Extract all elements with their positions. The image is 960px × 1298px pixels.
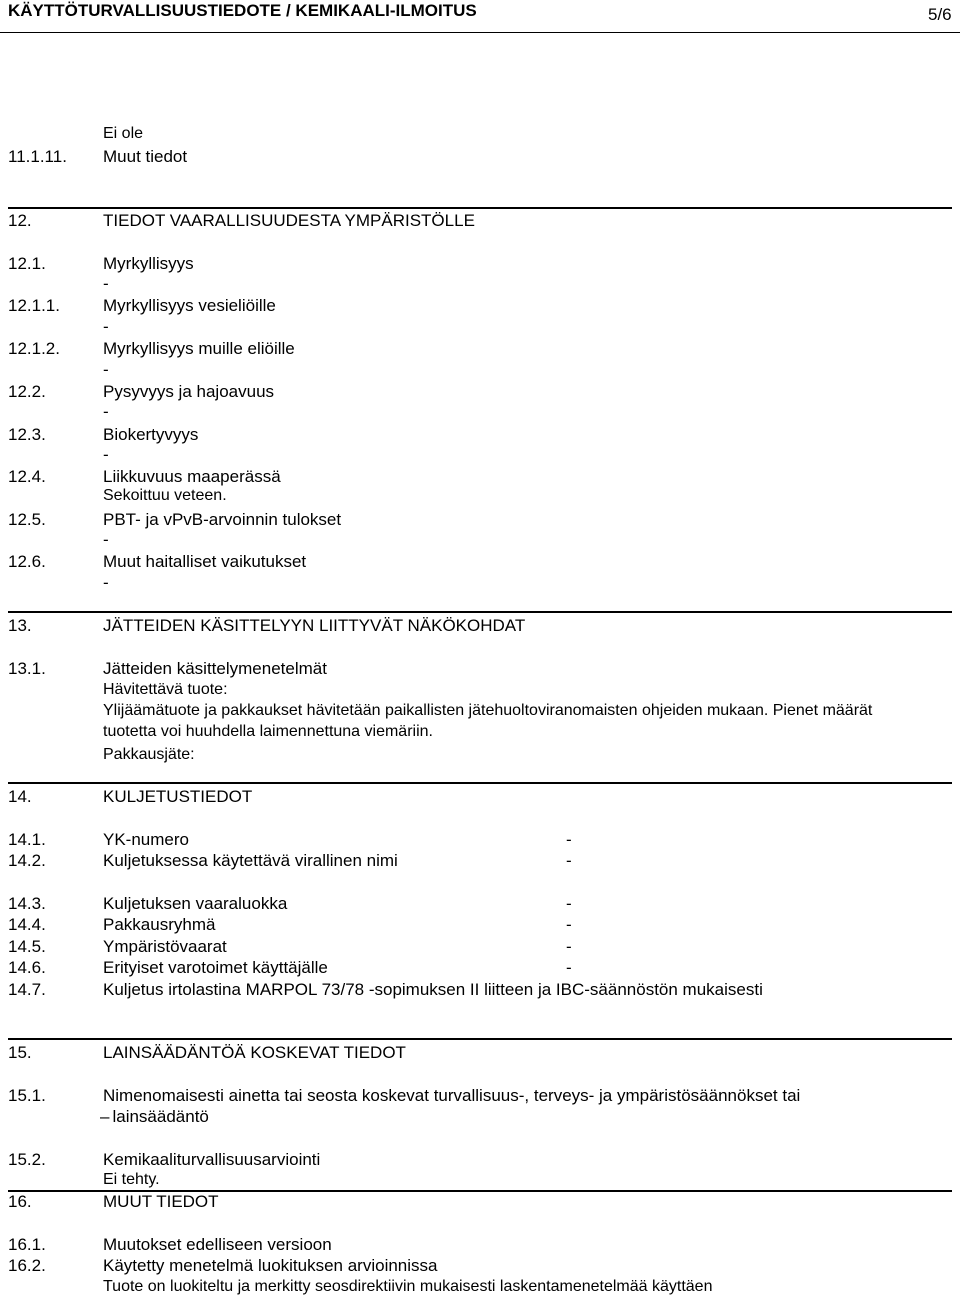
dash-value: -: [103, 402, 109, 421]
dash-value: -: [566, 937, 572, 956]
item-label-muut-tiedot: Muut tiedot: [103, 147, 188, 166]
dash-value: -: [103, 530, 109, 549]
section-rule: [8, 611, 952, 613]
section-rule: [8, 207, 952, 209]
item-label: Myrkyllisyys vesieliöille: [103, 296, 276, 315]
item-number: 12.1.1.: [8, 296, 60, 315]
item-number: 14.1.: [8, 830, 46, 849]
dash-value: -: [566, 830, 572, 849]
item-label: Nimenomaisesti ainetta tai seosta koskevat turvallisuus-, terveys- ja ympäristösäännökset tai: [103, 1086, 801, 1105]
item-label: Myrkyllisyys muille eliöille: [103, 339, 295, 358]
item-number: 11.1.11.: [8, 147, 67, 166]
item-label: Pakkausryhmä: [103, 915, 216, 934]
document-title: KÄYTTÖTURVALLISUUSTIEDOTE / KEMIKAALI-ILMOITUS: [8, 1, 477, 20]
item-number: 14.6.: [8, 958, 46, 977]
item-label: Muutokset edelliseen versioon: [103, 1235, 332, 1254]
item-label: Liikkuvuus maaperässä: [103, 467, 281, 486]
item-number: 14.2.: [8, 851, 46, 870]
item-number: 15.2.: [8, 1150, 46, 1169]
section-number: 13.: [8, 616, 32, 635]
dash-value: -: [566, 894, 572, 913]
section-title: MUUT TIEDOT: [103, 1192, 219, 1211]
item-label: Kemikaaliturvallisuusarviointi: [103, 1150, 321, 1169]
body-text: Ylijäämätuote ja pakkaukset hävitetään paikallisten jätehuoltoviranomaisten ohjeiden mukaan. Pienet määrät: [103, 702, 873, 719]
item-number: 14.3.: [8, 894, 46, 913]
item-label-continued: – lainsäädäntö: [100, 1107, 209, 1126]
dash-value: -: [103, 360, 109, 379]
item-label: Myrkyllisyys: [103, 254, 194, 273]
item-number: 12.5.: [8, 510, 46, 529]
section-title: KULJETUSTIEDOT: [103, 787, 253, 806]
section-number: 12.: [8, 211, 32, 230]
section-title: LAINSÄÄDÄNTÖÄ KOSKEVAT TIEDOT: [103, 1043, 406, 1062]
section-number: 15.: [8, 1043, 32, 1062]
item-value: Tuote on luokiteltu ja merkitty seosdirektiivin mukaisesti laskentamenetelmää käyttäen: [103, 1278, 713, 1295]
item-number: 12.6.: [8, 552, 46, 571]
item-number: 15.1.: [8, 1086, 46, 1105]
item-number: 14.7.: [8, 980, 46, 999]
item-number: 12.1.: [8, 254, 46, 273]
dash-value: -: [103, 317, 109, 336]
body-text: tuotetta voi huuhdella laimennettuna viemäriin.: [103, 723, 433, 740]
item-label: Käytetty menetelmä luokituksen arvioinnissa: [103, 1256, 438, 1275]
header-rule: [0, 32, 960, 33]
value-ei-ole: Ei ole: [103, 125, 144, 142]
dash-value: -: [566, 915, 572, 934]
subheading-pakkausjate: Pakkausjäte:: [103, 746, 195, 763]
item-label: Kuljetuksen vaaraluokka: [103, 894, 288, 913]
item-label: Pysyvyys ja hajoavuus: [103, 382, 275, 401]
section-rule: [8, 1038, 952, 1040]
item-number: 12.2.: [8, 382, 46, 401]
item-label: Muut haitalliset vaikutukset: [103, 552, 307, 571]
item-label: Kuljetus irtolastina MARPOL 73/78 -sopimuksen II liitteen ja IBC-säännöstön mukaisesti: [103, 980, 763, 999]
item-number: 14.5.: [8, 937, 46, 956]
item-label: Erityiset varotoimet käyttäjälle: [103, 958, 328, 977]
dash-value: -: [103, 274, 109, 293]
item-number: 14.4.: [8, 915, 46, 934]
item-number: 16.1.: [8, 1235, 46, 1254]
item-number: 12.4.: [8, 467, 46, 486]
item-label: YK-numero: [103, 830, 189, 849]
item-value: Ei tehty.: [103, 1171, 160, 1188]
item-value: Sekoittuu veteen.: [103, 487, 227, 504]
item-number: 12.3.: [8, 425, 46, 444]
item-label: Jätteiden käsittelymenetelmät: [103, 659, 327, 678]
section-number: 16.: [8, 1192, 32, 1211]
section-title: TIEDOT VAARALLISUUDESTA YMPÄRISTÖLLE: [103, 211, 475, 230]
item-label: PBT- ja vPvB-arvoinnin tulokset: [103, 510, 342, 529]
item-label: Ympäristövaarat: [103, 937, 227, 956]
section-title: JÄTTEIDEN KÄSITTELYYN LIITTYVÄT NÄKÖKOHDAT: [103, 616, 526, 635]
item-label: Kuljetuksessa käytettävä virallinen nimi: [103, 851, 398, 870]
dash-value: -: [103, 573, 109, 592]
section-number: 14.: [8, 787, 32, 806]
dash-value: -: [103, 445, 109, 464]
page-number: 5/6: [928, 5, 952, 24]
dash-value: -: [566, 851, 572, 870]
dash-value: -: [566, 958, 572, 977]
item-number: 12.1.2.: [8, 339, 60, 358]
item-number: 13.1.: [8, 659, 46, 678]
item-number: 16.2.: [8, 1256, 46, 1275]
section-rule: [8, 782, 952, 784]
subheading-havitettava: Hävitettävä tuote:: [103, 681, 228, 698]
item-label: Biokertyvyys: [103, 425, 199, 444]
